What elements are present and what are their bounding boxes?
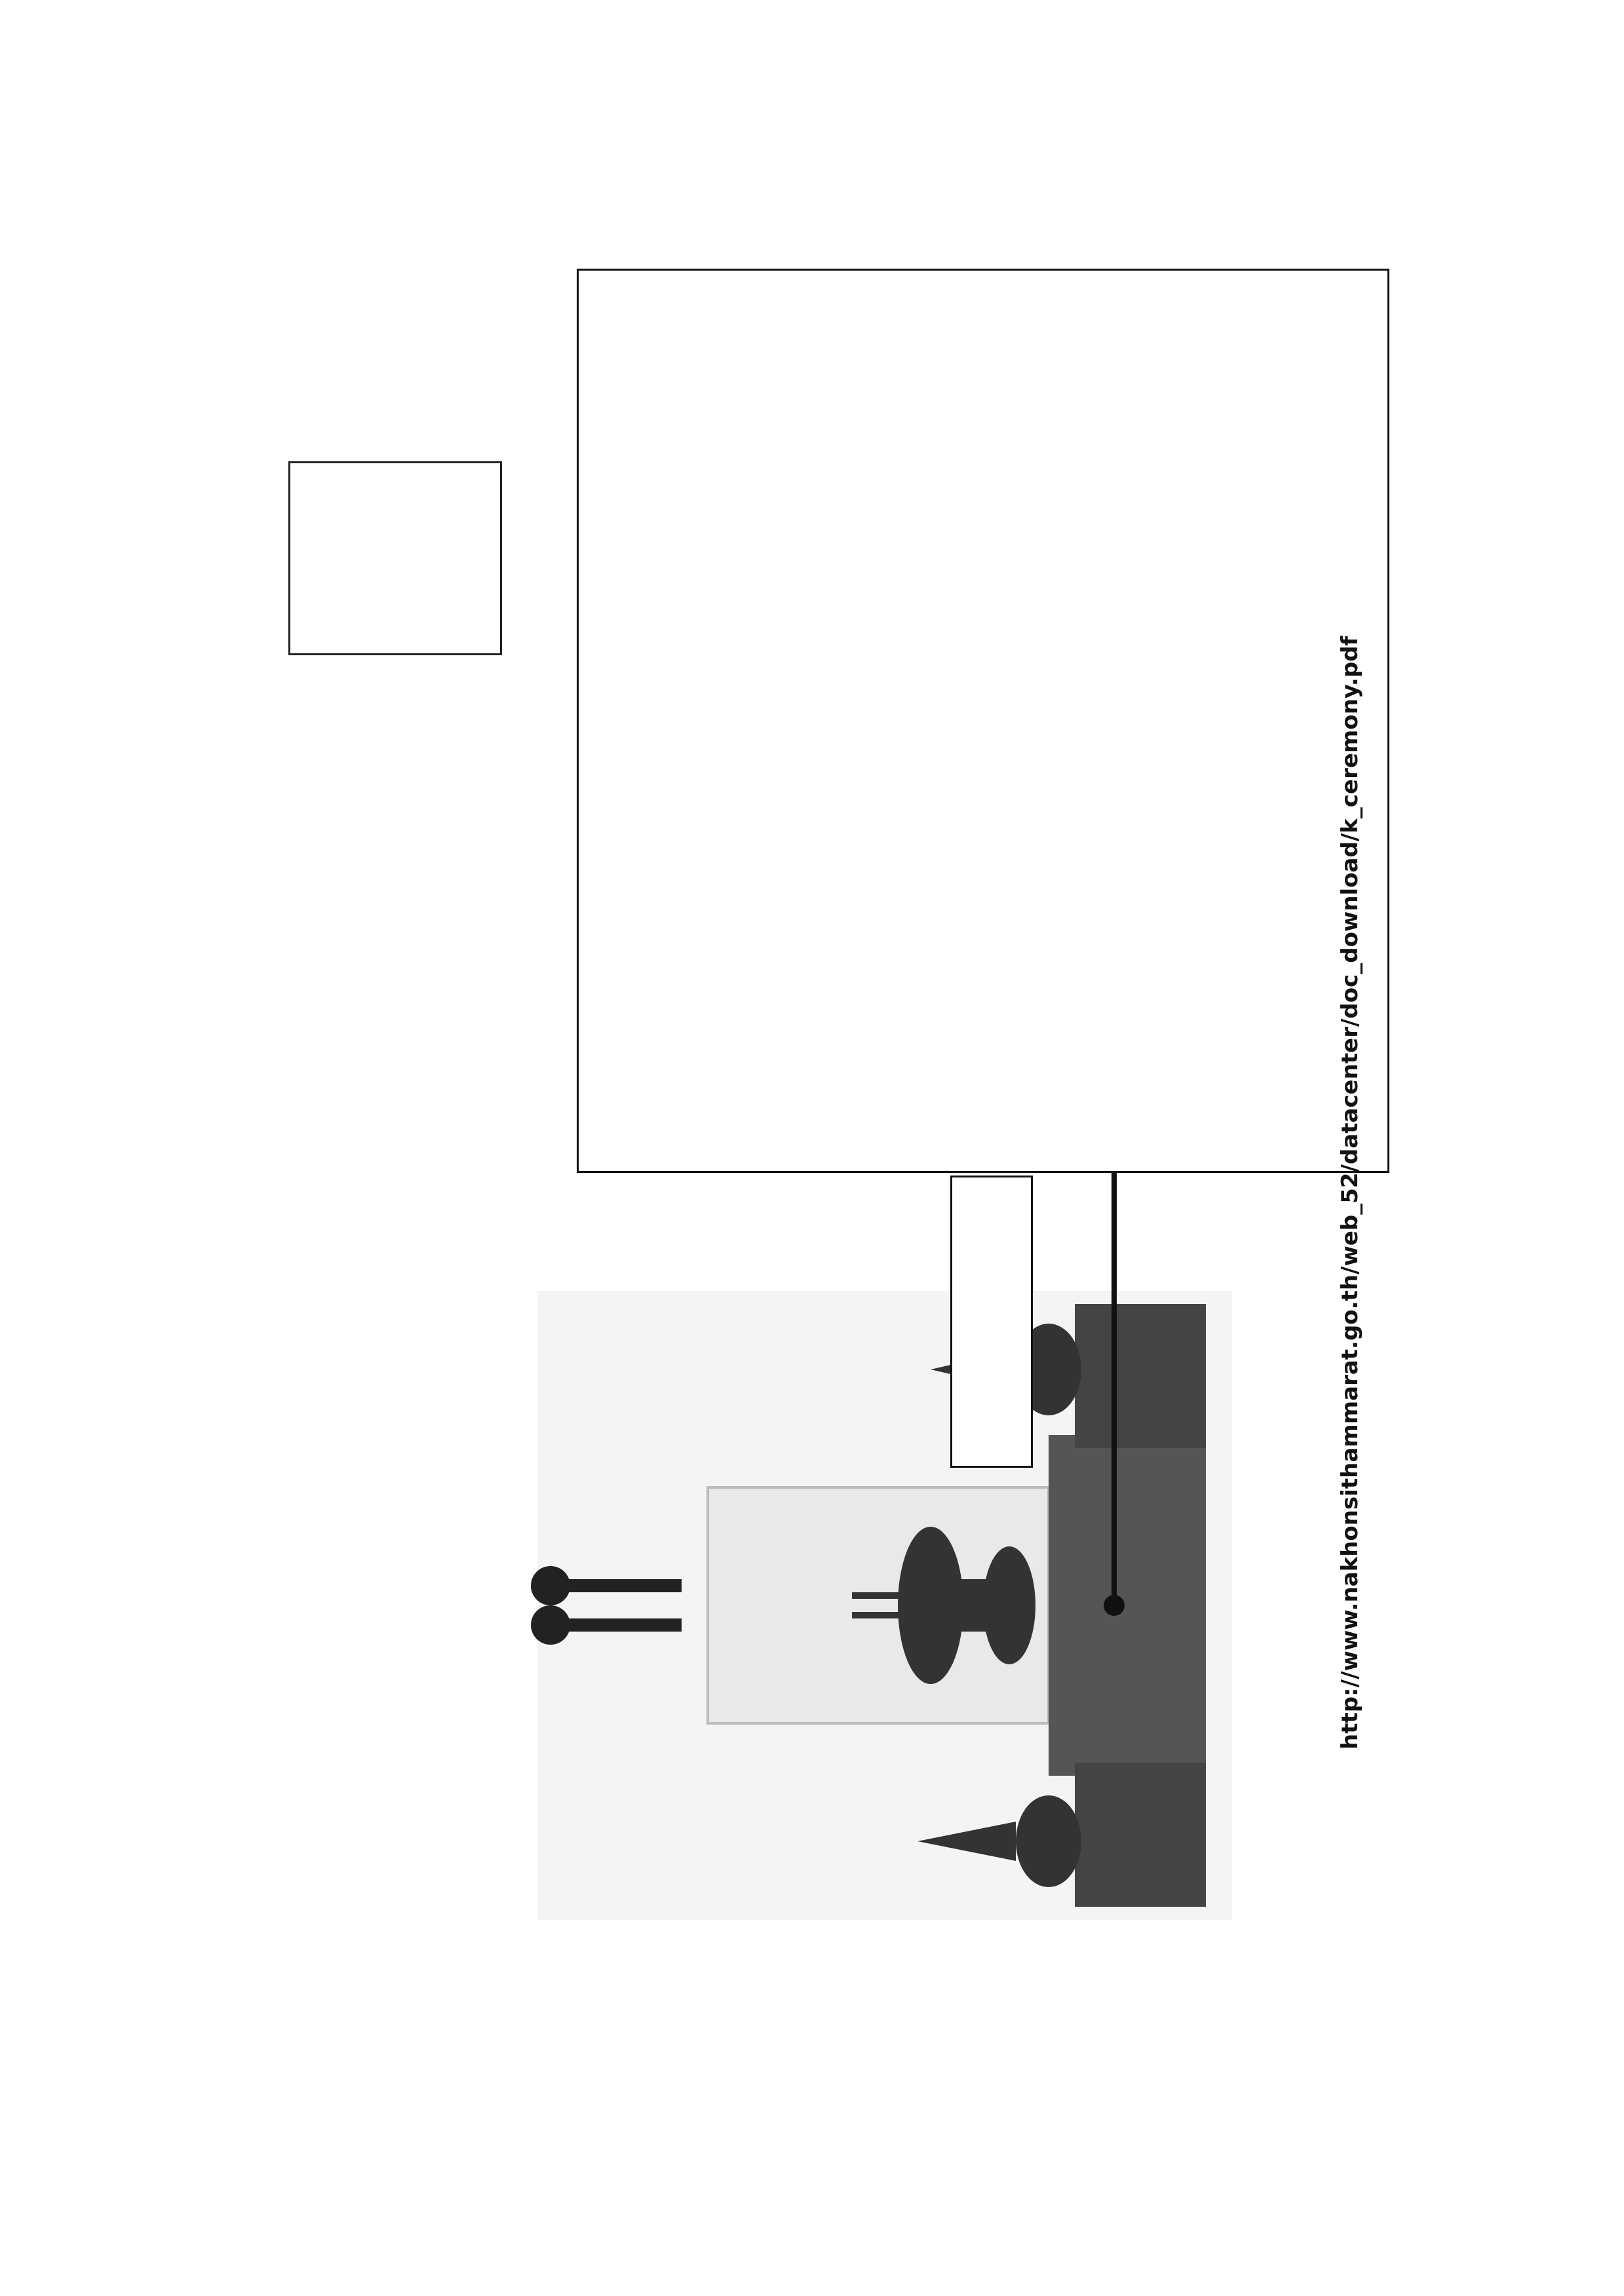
document-page — [197, 223, 1442, 1992]
callout-box — [950, 1176, 1033, 1468]
left-table — [1075, 1763, 1206, 1907]
info-box — [577, 269, 1389, 1173]
royal-portrait-box — [288, 461, 502, 655]
source-url: http://www.nakhonsithammarat.go.th/web_52/datacenter/doc_download/k_ceremony.pdf — [1337, 636, 1363, 1750]
